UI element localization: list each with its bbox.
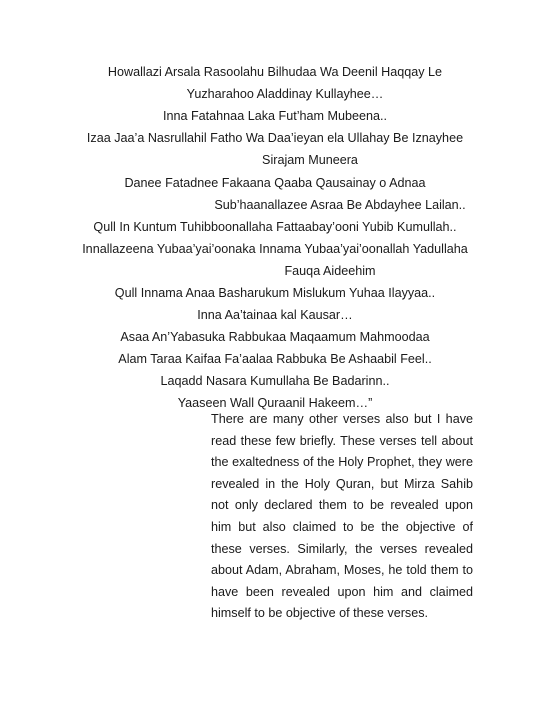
verse-line: Sirajam Muneera [262,153,358,167]
verse-line: Izaa Jaa’a Nasrullahil Fatho Wa Daa’ieyan ela Ullahay Be Iznayhee [86,131,464,145]
verse-line: Yuzharahoo Aladdinay Kullayhee… [186,87,384,101]
verse-line: Howallazi Arsala Rasoolahu Bilhudaa Wa Deenil Haqqay Le [107,65,443,79]
verse-line: Innallazeena Yubaa’yai’oonaka Innama Yubaa’yai’oonallah Yadullaha [82,242,468,256]
verse-line: Qull Innama Anaa Basharukum Mislukum Yuhaa Ilayyaa.. [114,286,436,300]
verse-line: Yaaseen Wall Quraanil Hakeem…” [177,396,373,410]
verse-line: Laqadd Nasara Kumullaha Be Badarinn.. [160,374,390,388]
verse-line: Fauqa Aideehim [284,264,376,278]
verse-line: Qull In Kuntum Tuhibboonallaha Fattaabay’ooni Yubib Kumullah.. [93,220,457,234]
verse-line: Inna Aa’tainaa kal Kausar… [197,308,353,322]
verse-line: Alam Taraa Kaifaa Fa’aalaa Rabbuka Be Ashaabil Feel.. [118,352,432,366]
verse-line: Inna Fatahnaa Laka Fut’ham Mubeena.. [162,109,388,123]
verse-line: Asaa An’Yabasuka Rabbukaa Maqaamum Mahmoodaa [120,330,430,344]
body-paragraph: There are many other verses also but I have read these few briefly. These verses tell about the exaltedness of the Holy Prophet, they were revealed in the Holy Quran, but Mirza Sahib not only declared them to be revealed upon him but also claimed to be the objective of these verses. Similarly, the verses revealed about Adam, Abraham, Moses, he told them to have been revealed upon him and claimed himself to be objective of these verses. [211,412,473,621]
verse-line: Danee Fatadnee Fakaana Qaaba Qausainay o Adnaa [124,176,426,190]
verse-line: Sub’haanallazee Asraa Be Abdayhee Lailan.. [214,198,466,212]
